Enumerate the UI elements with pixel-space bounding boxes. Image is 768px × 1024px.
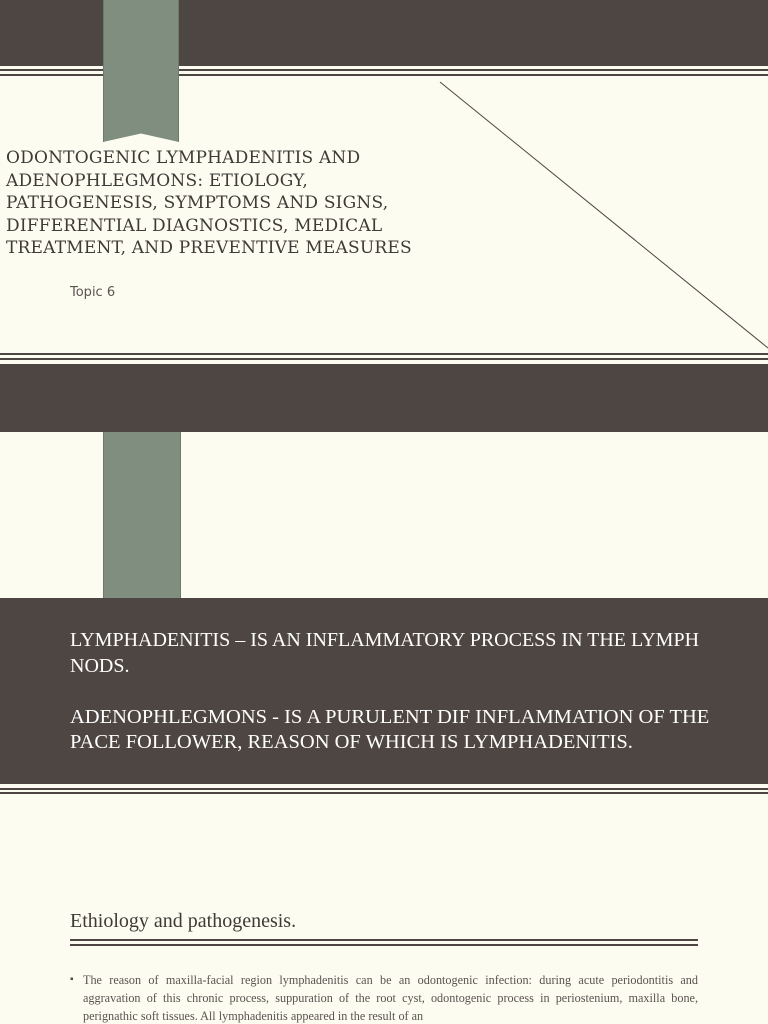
- title-slide: [0, 0, 768, 362]
- adenophlegmon-definition: ADENOPHLEGMONS - IS A PURULENT DIF INFLAMMATION OF THE PACE FOLLOWER, REASON OF WHICH IS LYMPHADENITIS.: [70, 706, 710, 753]
- divider-line: [0, 788, 768, 790]
- lymphadenitis-definition: LYMPHADENITIS – IS AN INFLAMMATORY PROCESS IN THE LYMPH NODS.: [70, 629, 700, 677]
- bullet-item: ▪ The reason of maxilla-facial region lymphadenitis can be an odontogenic infection: during acute periodontitis and aggravation of this chronic process, suppuration of the root cyst, odontogenic process in periostenium, maxilla bone, perignathic soft tissues. All lymphadenitis appeared in the result of an: [70, 971, 698, 1024]
- heading-underline: [70, 939, 698, 941]
- content-band: [0, 598, 768, 784]
- heading-underline: [70, 944, 698, 946]
- slide-title: ODONTOGENIC LYMPHADENITIS AND ADENOPHLEGMONS: ETIOLOGY, PATHOGENESIS, SYMPTOMS AND SIGNS, DIFFERENTIAL DIAGNOSTICS, MEDICAL TREATMENT, AND PREVENTIVE MEASURES: [6, 148, 412, 258]
- divider-line: [0, 358, 768, 360]
- bookmark-ribbon: [103, 432, 181, 618]
- header-band: [0, 364, 768, 432]
- etiology-slide: [0, 795, 768, 1024]
- section-heading: Ethiology and pathogenesis.: [70, 910, 297, 932]
- definitions-slide: [0, 362, 768, 795]
- divider-line: [0, 353, 768, 355]
- slide-subtitle: Topic 6: [70, 285, 116, 300]
- bullet-list: [70, 971, 698, 1024]
- divider-line: [0, 792, 768, 794]
